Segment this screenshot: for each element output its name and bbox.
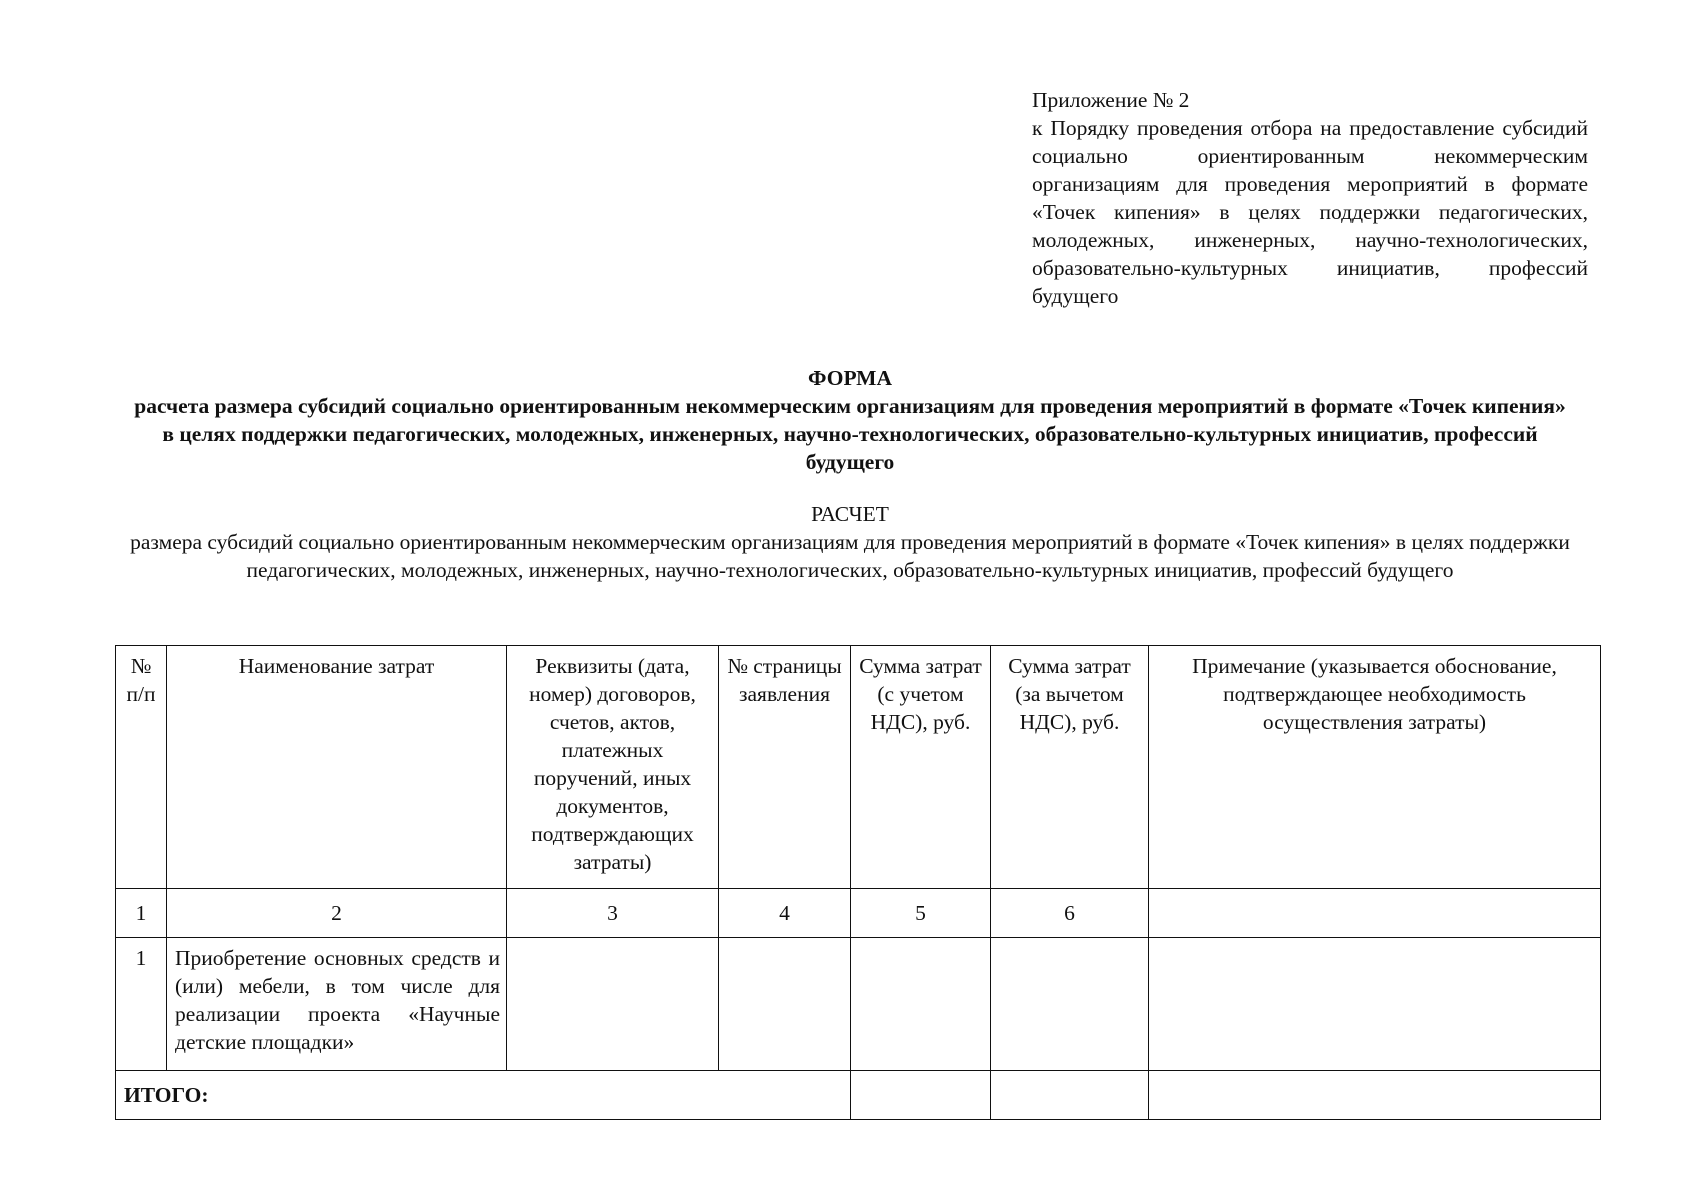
total-label: ИТОГО:	[116, 1071, 851, 1120]
total-sum-without-vat-cell[interactable]	[991, 1071, 1149, 1120]
row-page-cell[interactable]	[719, 938, 851, 1071]
row-cost-name: Приобретение основных средств и (или) мебели, в том числе для реализации проекта «Научные детские площадки»	[167, 938, 507, 1071]
table-row	[116, 938, 1601, 1071]
form-title: ФОРМА	[808, 366, 892, 390]
header-sum-with-vat: Сумма затрат (с учетом НДС), руб.	[851, 646, 991, 889]
header-note: Примечание (указывается обоснование, подтверждающее необходимость осуществления затраты)	[1149, 646, 1601, 889]
cost-table	[115, 645, 1601, 1120]
table-header-row	[116, 646, 1601, 889]
appendix-title: Приложение № 2	[1032, 88, 1190, 112]
column-number-cell: 4	[719, 889, 851, 938]
form-subtitle: расчета размера субсидий социально ориентированным некоммерческим организациям для проведения мероприятий в формате «Точек кипения» в целях поддержки педагогических, молодежных, инженерных, научно-технологических, образовательно-культурных инициатив, профессий будущего	[134, 394, 1566, 474]
calculation-title: РАСЧЕТ	[811, 502, 889, 526]
total-sum-with-vat-cell[interactable]	[851, 1071, 991, 1120]
header-cost-name: Наименование затрат	[167, 646, 507, 889]
heading-block	[100, 364, 1600, 584]
column-number-cell	[1149, 889, 1601, 938]
appendix-block	[1032, 86, 1588, 310]
row-note-cell[interactable]	[1149, 938, 1601, 1071]
header-requisites: Реквизиты (дата, номер) договоров, счетов, актов, платежных поручений, иных документов, подтверждающих затраты)	[507, 646, 719, 889]
header-page-number: № страницы заявления	[719, 646, 851, 889]
column-number-cell: 1	[116, 889, 167, 938]
total-note-cell[interactable]	[1149, 1071, 1601, 1120]
row-sum-with-vat-cell[interactable]	[851, 938, 991, 1071]
appendix-text: к Порядку проведения отбора на предоставление субсидий социально ориентированным некоммерческим организациям для проведения мероприятий в формате «Точек кипения» в целях поддержки педагогических, молодежных, инженерных, научно-технологических, образовательно-культурных инициатив, профессий будущего	[1032, 116, 1588, 308]
total-row	[116, 1071, 1601, 1120]
calculation-subtitle: размера субсидий социально ориентированным некоммерческим организациям для проведения мероприятий в формате «Точек кипения» в целях поддержки педагогических, молодежных, инженерных, научно-технологических, образовательно-культурных инициатив, профессий будущего	[130, 530, 1570, 582]
column-numbers-row	[116, 889, 1601, 938]
row-number: 1	[116, 938, 167, 1071]
row-requisites-cell[interactable]	[507, 938, 719, 1071]
header-sum-without-vat: Сумма затрат (за вычетом НДС), руб.	[991, 646, 1149, 889]
column-number-cell: 3	[507, 889, 719, 938]
row-sum-without-vat-cell[interactable]	[991, 938, 1149, 1071]
column-number-cell: 6	[991, 889, 1149, 938]
column-number-cell: 2	[167, 889, 507, 938]
header-number: № п/п	[116, 646, 167, 889]
column-number-cell: 5	[851, 889, 991, 938]
